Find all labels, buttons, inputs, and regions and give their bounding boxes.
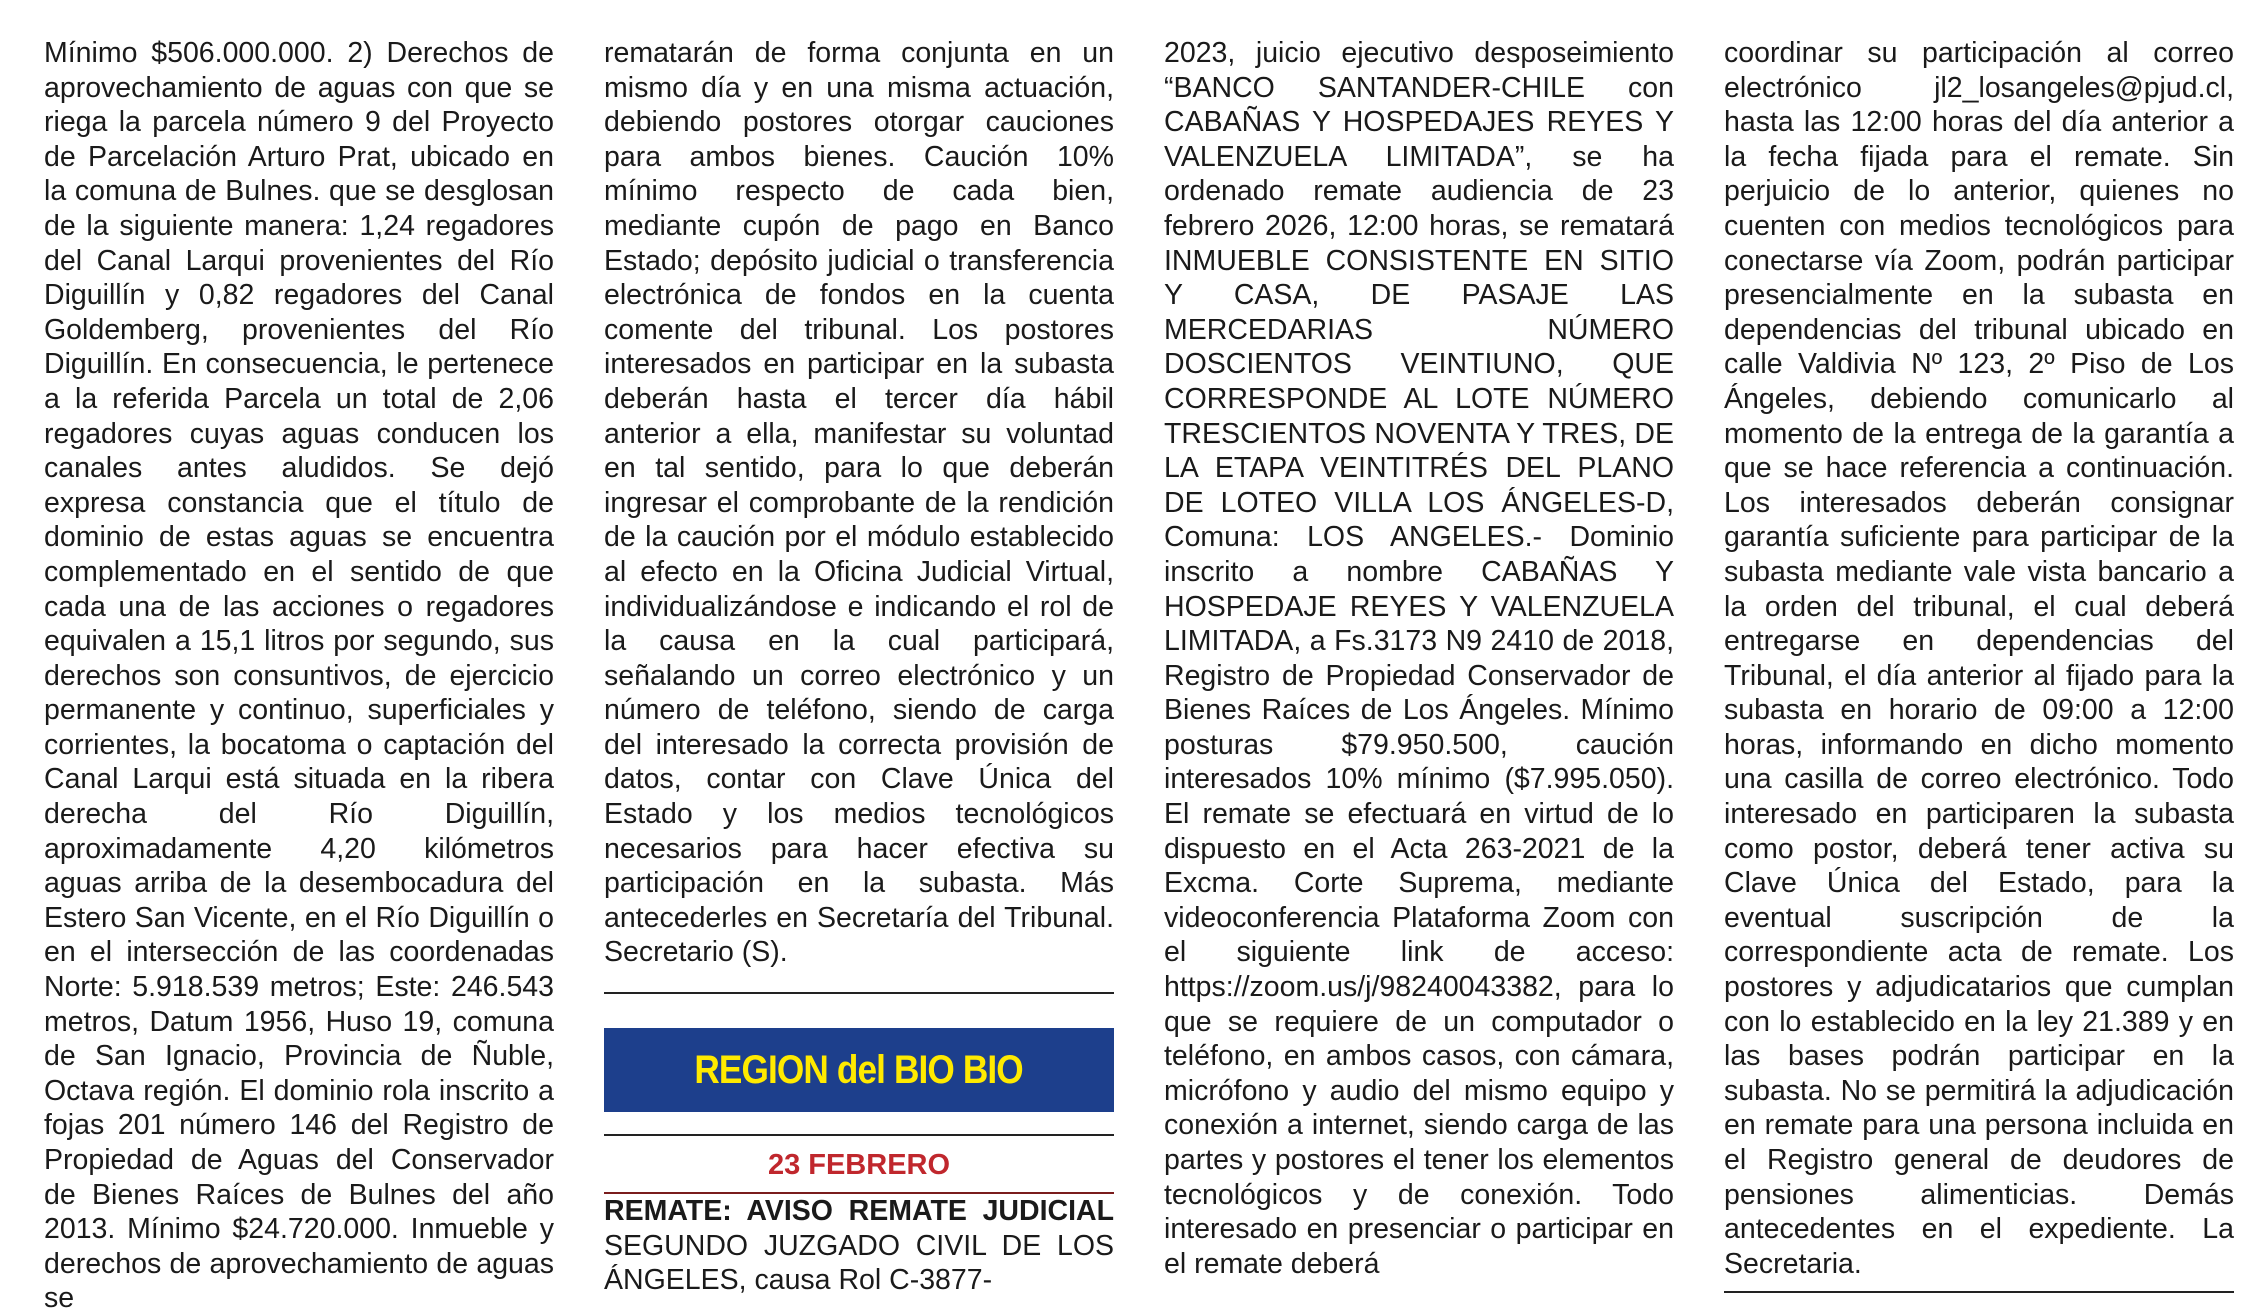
column-3-text: 2023, juicio ejecutivo desposeimiento “BANCO SANTANDER-CHILE con CABAÑAS Y HOSPEDAJES REYES Y VALENZUELA LIMITADA”, se ha ordenado remate audiencia de 23 febrero 2026, 12:00 horas, se rematará INMUEBLE CONSISTENTE EN SITIO Y CASA, DE PASAJE LAS MERCEDARIAS NÚMERO DOSCIENTOS VEINTIUNO, QUE CORRESPONDE AL LOTE NÚMERO TRESCIENTOS NOVENTA Y TRES, DE LA ETAPA VEINTITRÉS DEL PLANO DE LOTEO VILLA LOS ÁNGELES-D, Comuna: LOS ANGELES.- Dominio inscrito a nombre CABAÑAS Y HOSPEDAJE REYES Y VALENZUELA LIMITADA, a Fs.3173 N9 2410 de 2018, Registro de Propiedad Conservador de Bienes Raíces de Los Ángeles. Mínimo posturas $79.950.500, caución interesados 10% mínimo ($7.995.050). El remate se efectuará en virtud de lo dispuesto en el Acta 263-2021 de la Excma. Corte Suprema, mediante videoconferencia Plataforma Zoom con el siguiente link de acceso: https://zoom.us/j/98240043382, para lo que se requiere de un computador o teléfono, en ambos casos, con cámara, micrófono y audio del mismo equipo y conexión a internet, siendo carga de las partes y postores el tener los elementos tecnológicos y de conexión. Todo interesado en presenciar o participar en el remate deberá bbox=[1164, 37, 1674, 1280]
column-4-text: coordinar su participación al correo electrónico jl2_losangeles@pjud.cl, hasta las 12:00 horas del día anterior a la fecha fijada para el remate. Sin perjuicio de lo anterior, quienes no cuenten con medios tecnológicos para conectarse vía Zoom, podrán participar presencialmente en la subasta en dependencias del tribunal ubicado en calle Valdivia Nº 123, 2º Piso de Los Ángeles, debiendo comunicarlo al momento de la entrega de la garantía a que se hace referencia a continuación. Los interesados deberán consignar garantía suficiente para participar de la subasta mediante vale vista bancario a la orden del tribunal, el cual deberá entregarse en dependencias del Tribunal, el día anterior al fijado para la subasta en horario de 09:00 a 12:00 horas, informando en dicho momento una casilla de correo electrónico. Todo interesado en participaren la subasta como postor, deberá tener activa su Clave Única del Estado, para la eventual suscripción de la correspondiente acta de remate. Los postores y adjudicatarios que cumplan con lo establecido en la ley 21.389 y en las bases podrán participar en la subasta. No se permitirá la adjudicación en remate para una persona incluida en el Registro general de deudores de pensiones alimenticias. Demás antecedentes en el expediente. La Secretaria. bbox=[1724, 37, 2234, 1280]
notice-lead: REMATE: AVISO REMATE JUDICIAL bbox=[604, 1195, 1114, 1228]
date-heading: 23 FEBRERO bbox=[604, 1134, 1114, 1194]
end-rule bbox=[1724, 1291, 2234, 1293]
column-1 bbox=[44, 36, 554, 1316]
column-1-text: Mínimo $506.000.000. 2) Derechos de aprovechamiento de aguas con que se riega la parcela número 9 del Proyecto de Parcelación Arturo Prat, ubicado en la comuna de Bulnes. que se desglosan de la siguiente manera: 1,24 regadores del Canal Larqui provenientes del Río Diguillín y 0,82 regadores del Canal Goldemberg, provenientes del Río Diguillín. En consecuencia, le pertenece a la referida Parcela un total de 2,06 regadores cuyas aguas conducen los canales antes aludidos. Se dejó expresa constancia que el título de dominio de estas aguas se encuentra complementado en el sentido de que cada una de las acciones o regadores equivalen a 15,1 litros por segundo, sus derechos son consuntivos, de ejercicio permanente y continuo, superficiales y corrientes, la bocatoma o captación del Canal Larqui está situada en la ribera derecha del Río Diguillín, aproximadamente 4,20 kilómetros aguas arriba de la desembocadura del Estero San Vicente, en el Río Diguillín o en el intersección de las coordenadas Norte: 5.918.539 metros; Este: 246.543 metros, Datum 1956, Huso 19, comuna de San Ignacio, Provincia de Ñuble, Octava región. El dominio rola inscrito a fojas 201 número 146 del Registro de Propiedad de Aguas del Conservador de Bienes Raíces de Bulnes del año 2013. Mínimo $24.720.000. Inmueble y derechos de aprovechamiento de aguas se bbox=[44, 37, 554, 1315]
divider-rule bbox=[604, 992, 1114, 994]
column-2-text: rematarán de forma conjunta en un mismo día y en una misma actuación, debiendo postores otorgar cauciones para ambos bienes. Caución 10% mínimo respecto de cada bien, mediante cupón de pago en Banco Estado; depósito judicial o transferencia electrónica de fondos en la cuenta comente del tribunal. Los postores interesados en participar en la subasta deberán hasta el tercer día hábil anterior a ella, manifestar su voluntad en tal sentido, para lo que deberán ingresar el comprobante de la rendición de la caución por el módulo establecido al efecto en la Oficina Judicial Virtual, individualizándose e indicando el rol de la causa en la cual participará, señalando un correo electrónico y un número de teléfono, siendo de carga del interesado la correcta provisión de datos, contar con Clave Única del Estado y los medios tecnológicos necesarios para hacer efectiva su participación en la subasta. Más antecederles en Secretaría del Tribunal. Secretario (S). bbox=[604, 37, 1114, 969]
auction-notice bbox=[604, 1194, 1114, 1298]
region-banner-title: REGION del BIO BIO bbox=[694, 1047, 1024, 1092]
column-2 bbox=[604, 36, 1114, 1298]
region-banner bbox=[604, 1028, 1114, 1112]
notice-text: SEGUNDO JUZGADO CIVIL DE LOS ÁNGELES, causa Rol C-3877- bbox=[604, 1229, 1114, 1297]
column-3 bbox=[1164, 36, 1674, 1281]
column-4 bbox=[1724, 36, 2234, 1293]
